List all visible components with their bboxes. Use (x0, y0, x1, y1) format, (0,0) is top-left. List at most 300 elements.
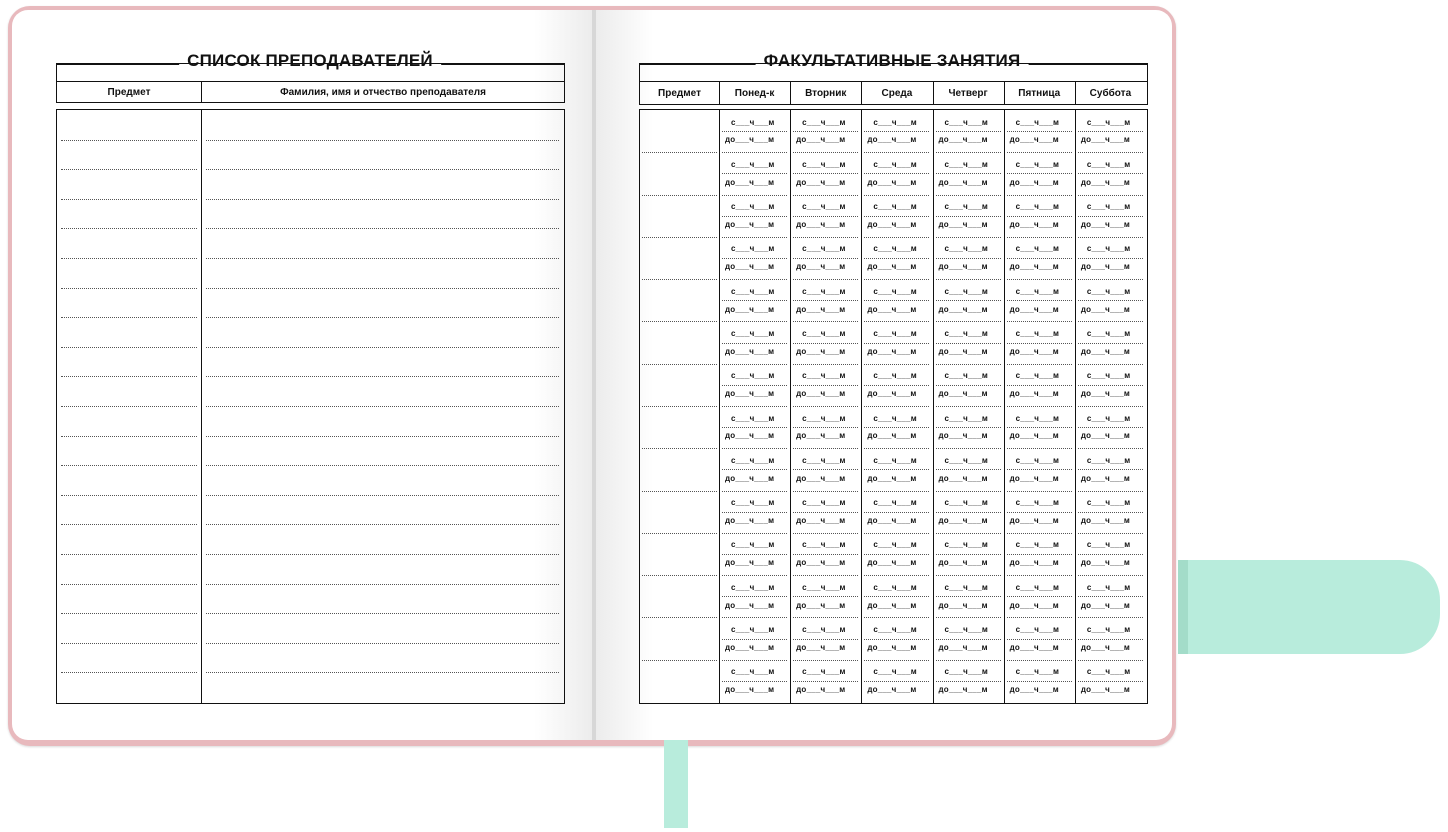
column-header-day: Суббота (1089, 88, 1132, 99)
time-from-field: с___ч___м (1086, 625, 1131, 635)
time-to-field: до___ч___м (1009, 304, 1059, 314)
time-to-field: до___ч___м (725, 685, 775, 695)
time-slot-row-line (864, 533, 929, 534)
time-slot-row-line (793, 406, 858, 407)
time-slot-divider (1078, 427, 1143, 428)
time-to-field: до___ч___м (796, 685, 846, 695)
time-to-field: до___ч___м (867, 431, 917, 441)
time-from-field: с___ч___м (1086, 540, 1131, 550)
table-column-divider (933, 110, 934, 703)
time-slot-divider (1007, 385, 1072, 386)
time-slot-row-line (864, 660, 929, 661)
time-slot-row-line (936, 406, 1001, 407)
time-slot-divider (1078, 385, 1143, 386)
time-from-field: с___ч___м (802, 329, 846, 339)
time-slot-divider (722, 216, 787, 217)
time-from-field: с___ч___м (1086, 371, 1131, 381)
time-slot-divider (793, 554, 858, 555)
time-to-field: до___ч___м (725, 346, 775, 356)
row-dotted-line (206, 258, 559, 259)
time-slot-divider (1007, 512, 1072, 513)
time-from-field: с___ч___м (802, 413, 846, 423)
subject-row-line (642, 660, 717, 661)
time-slot-row-line (722, 406, 787, 407)
row-dotted-line (206, 140, 559, 141)
time-slot-divider (793, 512, 858, 513)
time-from-field: с___ч___м (802, 625, 846, 635)
row-dotted-line (61, 406, 197, 407)
teacher-list-title: СПИСОК ПРЕПОДАВАТЕЛЕЙ (179, 51, 441, 71)
row-dotted-line (61, 495, 197, 496)
time-slot-row-line (864, 364, 929, 365)
row-dotted-line (61, 317, 197, 318)
row-dotted-line (61, 228, 197, 229)
time-slot-row-line (1078, 575, 1143, 576)
time-slot-row-line (864, 491, 929, 492)
time-to-field: до___ч___м (867, 685, 917, 695)
time-slot-divider (1078, 554, 1143, 555)
time-from-field: с___ч___м (944, 582, 989, 592)
table-column-divider (861, 110, 862, 703)
time-slot-divider (1007, 427, 1072, 428)
row-dotted-line (61, 643, 197, 644)
time-slot-row-line (1078, 152, 1143, 153)
time-slot-divider (1007, 554, 1072, 555)
time-slot-row-line (722, 575, 787, 576)
time-slot-row-line (936, 660, 1001, 661)
table-column-divider (790, 110, 791, 703)
time-to-field: до___ч___м (796, 389, 846, 399)
time-slot-divider (722, 385, 787, 386)
strap-fold (1178, 560, 1188, 654)
time-to-field: до___ч___м (1080, 642, 1131, 652)
time-slot-divider (864, 131, 929, 132)
time-from-field: с___ч___м (873, 667, 917, 677)
time-slot-row-line (1078, 279, 1143, 280)
time-to-field: до___ч___м (1009, 389, 1059, 399)
time-slot-row-line (793, 575, 858, 576)
time-slot-divider (722, 639, 787, 640)
time-to-field: до___ч___м (1009, 431, 1059, 441)
time-slot-divider (722, 300, 787, 301)
time-to-field: до___ч___м (867, 346, 917, 356)
time-to-field: до___ч___м (796, 473, 846, 483)
time-slot-row-line (1078, 660, 1143, 661)
time-from-field: с___ч___м (731, 159, 775, 169)
elective-classes-title: ФАКУЛЬТАТИВНЫЕ ЗАНЯТИЯ (756, 51, 1029, 71)
time-to-field: до___ч___м (938, 219, 988, 229)
time-to-field: до___ч___м (867, 262, 917, 272)
time-slot-divider (722, 131, 787, 132)
subject-row-line (642, 533, 717, 534)
time-slot-row-line (1078, 448, 1143, 449)
time-slot-row-line (936, 575, 1001, 576)
time-slot-divider (1078, 681, 1143, 682)
time-slot-row-line (864, 152, 929, 153)
time-slot-divider (936, 385, 1001, 386)
time-slot-divider (1078, 512, 1143, 513)
time-to-field: до___ч___м (1080, 346, 1131, 356)
time-to-field: до___ч___м (1080, 558, 1131, 568)
time-slot-divider (936, 469, 1001, 470)
header-divider (57, 81, 564, 82)
time-slot-divider (864, 512, 929, 513)
time-slot-row-line (864, 448, 929, 449)
time-from-field: с___ч___м (802, 117, 846, 127)
time-to-field: до___ч___м (1080, 177, 1131, 187)
time-from-field: с___ч___м (731, 455, 775, 465)
time-slot-divider (936, 343, 1001, 344)
elective-schedule-table (639, 109, 1148, 704)
subject-row-line (642, 406, 717, 407)
time-slot-divider (936, 216, 1001, 217)
time-slot-row-line (864, 617, 929, 618)
time-slot-divider (1078, 216, 1143, 217)
row-dotted-line (206, 495, 559, 496)
time-to-field: до___ч___м (938, 389, 988, 399)
time-slot-divider (864, 343, 929, 344)
time-slot-row-line (1078, 617, 1143, 618)
row-dotted-line (206, 613, 559, 614)
time-from-field: с___ч___м (944, 498, 989, 508)
teacher-list-table (56, 109, 565, 704)
time-slot-row-line (793, 321, 858, 322)
time-from-field: с___ч___м (1015, 413, 1060, 423)
time-slot-row-line (936, 533, 1001, 534)
time-slot-row-line (1007, 195, 1072, 196)
time-from-field: с___ч___м (944, 625, 989, 635)
subject-row-line (642, 152, 717, 153)
time-slot-row-line (722, 448, 787, 449)
time-slot-row-line (936, 237, 1001, 238)
left-page (12, 10, 592, 740)
time-slot-row-line (793, 279, 858, 280)
row-dotted-line (206, 376, 559, 377)
time-slot-row-line (722, 491, 787, 492)
time-slot-divider (722, 596, 787, 597)
time-slot-row-line (936, 448, 1001, 449)
time-slot-divider (864, 427, 929, 428)
time-slot-row-line (722, 533, 787, 534)
time-from-field: с___ч___м (944, 159, 989, 169)
time-slot-row-line (1078, 533, 1143, 534)
time-to-field: до___ч___м (725, 558, 775, 568)
time-slot-row-line (1007, 321, 1072, 322)
time-to-field: до___ч___м (867, 600, 917, 610)
time-to-field: до___ч___м (867, 135, 917, 145)
time-slot-row-line (936, 152, 1001, 153)
row-dotted-line (206, 169, 559, 170)
subject-row-line (642, 195, 717, 196)
time-to-field: до___ч___м (1009, 685, 1059, 695)
time-to-field: до___ч___м (938, 473, 988, 483)
time-slot-row-line (864, 575, 929, 576)
time-from-field: с___ч___м (731, 667, 775, 677)
time-slot-row-line (1007, 448, 1072, 449)
column-header-day: Вторник (805, 88, 847, 99)
time-to-field: до___ч___м (1009, 219, 1059, 229)
time-slot-row-line (722, 364, 787, 365)
time-from-field: с___ч___м (1015, 329, 1060, 339)
time-slot-row-line (722, 279, 787, 280)
time-from-field: с___ч___м (731, 582, 775, 592)
time-slot-row-line (864, 279, 929, 280)
time-slot-row-line (1007, 617, 1072, 618)
time-to-field: до___ч___м (1009, 515, 1059, 525)
time-slot-divider (936, 554, 1001, 555)
time-slot-divider (1078, 639, 1143, 640)
row-dotted-line (206, 672, 559, 673)
time-from-field: с___ч___м (1015, 159, 1060, 169)
time-from-field: с___ч___м (731, 117, 775, 127)
time-slot-row-line (1007, 406, 1072, 407)
time-slot-divider (1007, 131, 1072, 132)
time-from-field: с___ч___м (802, 244, 846, 254)
time-to-field: до___ч___м (867, 642, 917, 652)
time-slot-row-line (722, 237, 787, 238)
time-to-field: до___ч___м (725, 431, 775, 441)
time-slot-row-line (793, 237, 858, 238)
subject-row-line (642, 321, 717, 322)
elastic-strap-closure (1178, 560, 1440, 654)
time-from-field: с___ч___м (1086, 455, 1131, 465)
time-to-field: до___ч___м (867, 473, 917, 483)
row-dotted-line (61, 524, 197, 525)
time-from-field: с___ч___м (802, 667, 846, 677)
time-slot-row-line (864, 406, 929, 407)
time-slot-divider (864, 300, 929, 301)
time-slot-divider (793, 596, 858, 597)
time-slot-row-line (1078, 364, 1143, 365)
row-dotted-line (61, 584, 197, 585)
subject-row-line (642, 448, 717, 449)
time-slot-divider (793, 300, 858, 301)
time-slot-divider (793, 427, 858, 428)
table-column-divider (1004, 110, 1005, 703)
row-dotted-line (206, 199, 559, 200)
time-from-field: с___ч___м (944, 117, 989, 127)
time-slot-row-line (1007, 533, 1072, 534)
row-dotted-line (206, 347, 559, 348)
time-slot-row-line (1007, 364, 1072, 365)
time-from-field: с___ч___м (873, 625, 917, 635)
row-dotted-line (206, 436, 559, 437)
column-header-subject: Предмет (658, 88, 701, 99)
time-slot-divider (722, 343, 787, 344)
bookmark-ribbon (664, 736, 688, 828)
row-dotted-line (61, 613, 197, 614)
time-from-field: с___ч___м (802, 455, 846, 465)
time-from-field: с___ч___м (731, 540, 775, 550)
time-from-field: с___ч___м (802, 540, 846, 550)
time-from-field: с___ч___м (1086, 582, 1131, 592)
time-from-field: с___ч___м (1015, 582, 1060, 592)
time-slot-row-line (793, 152, 858, 153)
time-slot-divider (793, 639, 858, 640)
time-from-field: с___ч___м (802, 498, 846, 508)
time-to-field: до___ч___м (1009, 177, 1059, 187)
time-slot-divider (864, 469, 929, 470)
time-slot-divider (722, 427, 787, 428)
time-to-field: до___ч___м (1080, 304, 1131, 314)
time-slot-row-line (1078, 195, 1143, 196)
time-slot-divider (722, 512, 787, 513)
time-slot-row-line (793, 533, 858, 534)
row-dotted-line (206, 288, 559, 289)
time-from-field: с___ч___м (873, 329, 917, 339)
row-dotted-line (206, 584, 559, 585)
time-to-field: до___ч___м (938, 135, 988, 145)
time-slot-divider (1007, 258, 1072, 259)
time-to-field: до___ч___м (1080, 135, 1131, 145)
header-divider (640, 81, 1147, 82)
time-slot-divider (1007, 596, 1072, 597)
time-to-field: до___ч___м (1080, 515, 1131, 525)
time-slot-divider (936, 512, 1001, 513)
time-to-field: до___ч___м (725, 600, 775, 610)
time-slot-divider (793, 343, 858, 344)
time-slot-row-line (1078, 406, 1143, 407)
subject-row-line (642, 617, 717, 618)
time-slot-row-line (1078, 237, 1143, 238)
subject-row-line (642, 237, 717, 238)
time-to-field: до___ч___м (867, 219, 917, 229)
time-slot-divider (1078, 131, 1143, 132)
time-slot-divider (936, 173, 1001, 174)
time-from-field: с___ч___м (731, 625, 775, 635)
time-from-field: с___ч___м (1086, 329, 1131, 339)
time-slot-divider (864, 258, 929, 259)
time-to-field: до___ч___м (938, 177, 988, 187)
time-slot-divider (722, 681, 787, 682)
time-from-field: с___ч___м (944, 202, 989, 212)
time-slot-divider (1078, 343, 1143, 344)
time-slot-divider (1007, 216, 1072, 217)
time-slot-divider (793, 216, 858, 217)
time-from-field: с___ч___м (944, 413, 989, 423)
time-from-field: с___ч___м (1015, 625, 1060, 635)
row-dotted-line (61, 288, 197, 289)
row-dotted-line (206, 554, 559, 555)
time-from-field: с___ч___м (802, 202, 846, 212)
time-slot-row-line (722, 660, 787, 661)
row-dotted-line (206, 643, 559, 644)
time-from-field: с___ч___м (731, 286, 775, 296)
time-slot-row-line (1078, 321, 1143, 322)
time-to-field: до___ч___м (1009, 642, 1059, 652)
time-from-field: с___ч___м (944, 244, 989, 254)
time-to-field: до___ч___м (796, 304, 846, 314)
time-to-field: до___ч___м (725, 262, 775, 272)
time-slot-divider (793, 469, 858, 470)
time-from-field: с___ч___м (731, 413, 775, 423)
time-from-field: с___ч___м (873, 455, 917, 465)
time-from-field: с___ч___м (873, 371, 917, 381)
time-slot-divider (864, 639, 929, 640)
row-dotted-line (61, 672, 197, 673)
time-slot-row-line (1007, 491, 1072, 492)
subject-row-line (642, 491, 717, 492)
time-slot-divider (722, 469, 787, 470)
time-slot-divider (936, 639, 1001, 640)
time-from-field: с___ч___м (1086, 286, 1131, 296)
time-slot-divider (1007, 173, 1072, 174)
time-slot-divider (936, 427, 1001, 428)
column-header-subject: Предмет (107, 87, 151, 98)
time-from-field: с___ч___м (873, 117, 917, 127)
time-slot-row-line (1007, 575, 1072, 576)
time-to-field: до___ч___м (796, 558, 846, 568)
time-to-field: до___ч___м (796, 262, 846, 272)
time-from-field: с___ч___м (1015, 202, 1060, 212)
row-dotted-line (206, 228, 559, 229)
row-dotted-line (206, 317, 559, 318)
subject-row-line (642, 364, 717, 365)
row-dotted-line (61, 258, 197, 259)
column-header-day: Понед-к (734, 88, 775, 99)
time-from-field: с___ч___м (873, 582, 917, 592)
right-page (596, 10, 1172, 740)
time-slot-row-line (793, 448, 858, 449)
time-slot-row-line (722, 152, 787, 153)
column-header-day: Пятница (1018, 88, 1061, 99)
time-to-field: до___ч___м (1009, 473, 1059, 483)
time-to-field: до___ч___м (1080, 600, 1131, 610)
time-from-field: с___ч___м (1086, 202, 1131, 212)
time-to-field: до___ч___м (1009, 558, 1059, 568)
time-slot-row-line (864, 237, 929, 238)
time-from-field: с___ч___м (1086, 117, 1131, 127)
time-from-field: с___ч___м (1086, 667, 1131, 677)
time-from-field: с___ч___м (731, 244, 775, 254)
time-from-field: с___ч___м (944, 286, 989, 296)
time-to-field: до___ч___м (867, 558, 917, 568)
time-slot-divider (793, 131, 858, 132)
time-from-field: с___ч___м (873, 244, 917, 254)
column-header-day: Четверг (948, 88, 988, 99)
time-from-field: с___ч___м (731, 371, 775, 381)
time-slot-divider (1007, 343, 1072, 344)
time-slot-row-line (722, 617, 787, 618)
time-from-field: с___ч___м (1086, 159, 1131, 169)
time-slot-divider (1078, 173, 1143, 174)
time-to-field: до___ч___м (938, 685, 988, 695)
time-from-field: с___ч___м (1086, 413, 1131, 423)
time-from-field: с___ч___м (1015, 117, 1060, 127)
time-to-field: до___ч___м (725, 642, 775, 652)
time-to-field: до___ч___м (796, 346, 846, 356)
time-from-field: с___ч___м (1015, 498, 1060, 508)
time-slot-row-line (793, 491, 858, 492)
time-to-field: до___ч___м (796, 642, 846, 652)
time-slot-divider (1007, 469, 1072, 470)
time-from-field: с___ч___м (873, 413, 917, 423)
time-slot-row-line (1007, 152, 1072, 153)
time-to-field: до___ч___м (725, 177, 775, 187)
row-dotted-line (61, 347, 197, 348)
subject-row-line (642, 279, 717, 280)
time-from-field: с___ч___м (873, 202, 917, 212)
subject-row-line (642, 575, 717, 576)
time-slot-divider (864, 173, 929, 174)
time-from-field: с___ч___м (873, 159, 917, 169)
time-slot-row-line (1007, 279, 1072, 280)
table-column-divider (719, 110, 720, 703)
time-from-field: с___ч___м (1015, 540, 1060, 550)
time-slot-row-line (1078, 491, 1143, 492)
row-dotted-line (61, 554, 197, 555)
time-slot-divider (1078, 596, 1143, 597)
